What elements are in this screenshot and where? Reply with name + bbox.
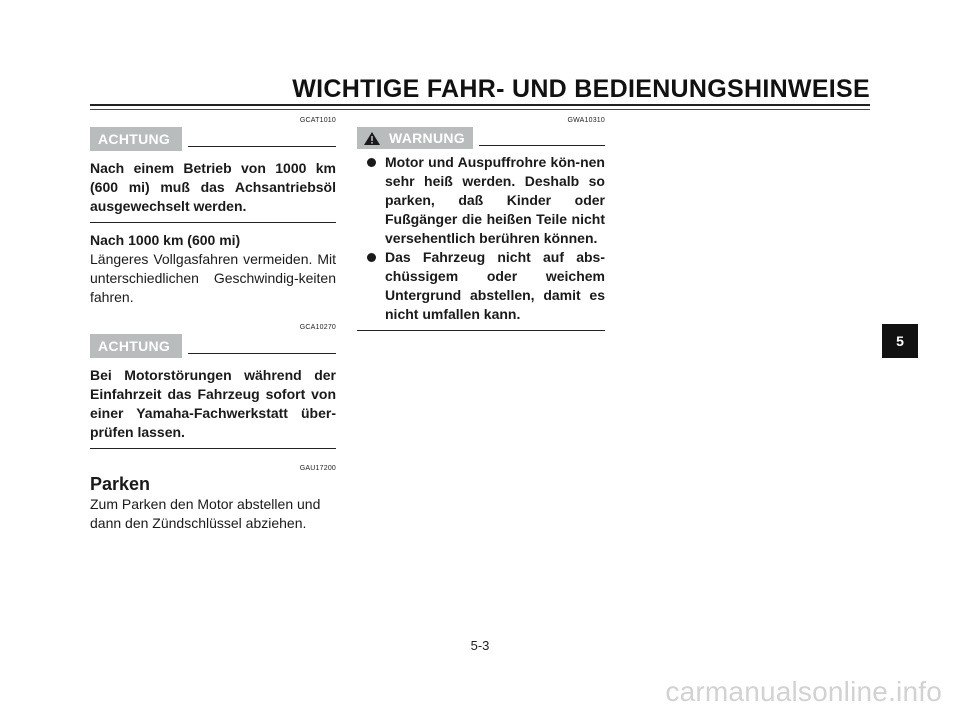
note-heading: Nach 1000 km (600 mi) — [90, 232, 241, 248]
list-item — [357, 248, 605, 324]
page-number: 5-3 — [470, 638, 490, 653]
caution-label: ACHTUNG — [90, 334, 182, 358]
caution-end-rule — [90, 448, 336, 449]
warning-label — [357, 127, 473, 149]
bullet-icon — [367, 253, 376, 262]
caution-header — [90, 127, 336, 151]
reference-code: GCAT1010 — [299, 117, 336, 124]
header-rule — [90, 104, 870, 106]
caution-label: ACHTUNG — [90, 127, 182, 151]
section-title-parken: Parken — [90, 474, 151, 494]
warning-end-rule — [357, 330, 605, 331]
header-rule-thin — [90, 109, 870, 110]
reference-code: GCA10270 — [299, 324, 336, 331]
caution-text: Nach einem Betrieb von 1000 km (600 mi) muß das Achsantriebsöl ausgewechselt werden. — [90, 160, 336, 214]
left-column — [90, 117, 336, 533]
caution-line — [188, 353, 336, 354]
list-item-text: Das Fahrzeug nicht auf abs-chüssigem oder weichem Untergrund abstellen, damit es nicht umfallen kann. — [385, 249, 605, 322]
warning-triangle-icon — [363, 131, 381, 146]
caution-header — [90, 334, 336, 358]
note-text: Längeres Vollgasfahren vermeiden. Mit unterschiedlichen Geschwindig-keiten fahren. — [90, 251, 336, 305]
warning-line — [479, 145, 605, 146]
chapter-tab: 5 — [882, 324, 918, 358]
caution-line — [188, 146, 336, 147]
warning-list — [357, 153, 605, 324]
warning-header — [357, 127, 605, 149]
warning-label-text: WARNUNG — [389, 130, 465, 146]
caution-text: Bei Motorstörungen während der Einfahrzeit das Fahrzeug sofort von einer Yamaha-Fachwerkstatt über-prüfen lassen. — [90, 367, 336, 440]
reference-code: GAU17200 — [299, 465, 336, 472]
list-item — [357, 153, 605, 248]
parken-text: Zum Parken den Motor abstellen und dann den Zündschlüssel abziehen. — [90, 496, 321, 531]
caution-end-rule — [90, 222, 336, 223]
watermark: carmanualsonline.info — [665, 676, 942, 707]
list-item-text: Motor und Auspuffrohre kön-nen sehr heiß werden. Deshalb so parken, daß Kinder oder Fußgänger die heißen Teile nicht versehentlich berühren können. — [385, 154, 605, 246]
reference-code: GWA10310 — [567, 117, 605, 124]
bullet-icon — [367, 158, 376, 167]
page-title: WICHTIGE FAHR- UND BEDIENUNGSHINWEISE — [292, 75, 870, 103]
middle-column — [357, 117, 605, 339]
